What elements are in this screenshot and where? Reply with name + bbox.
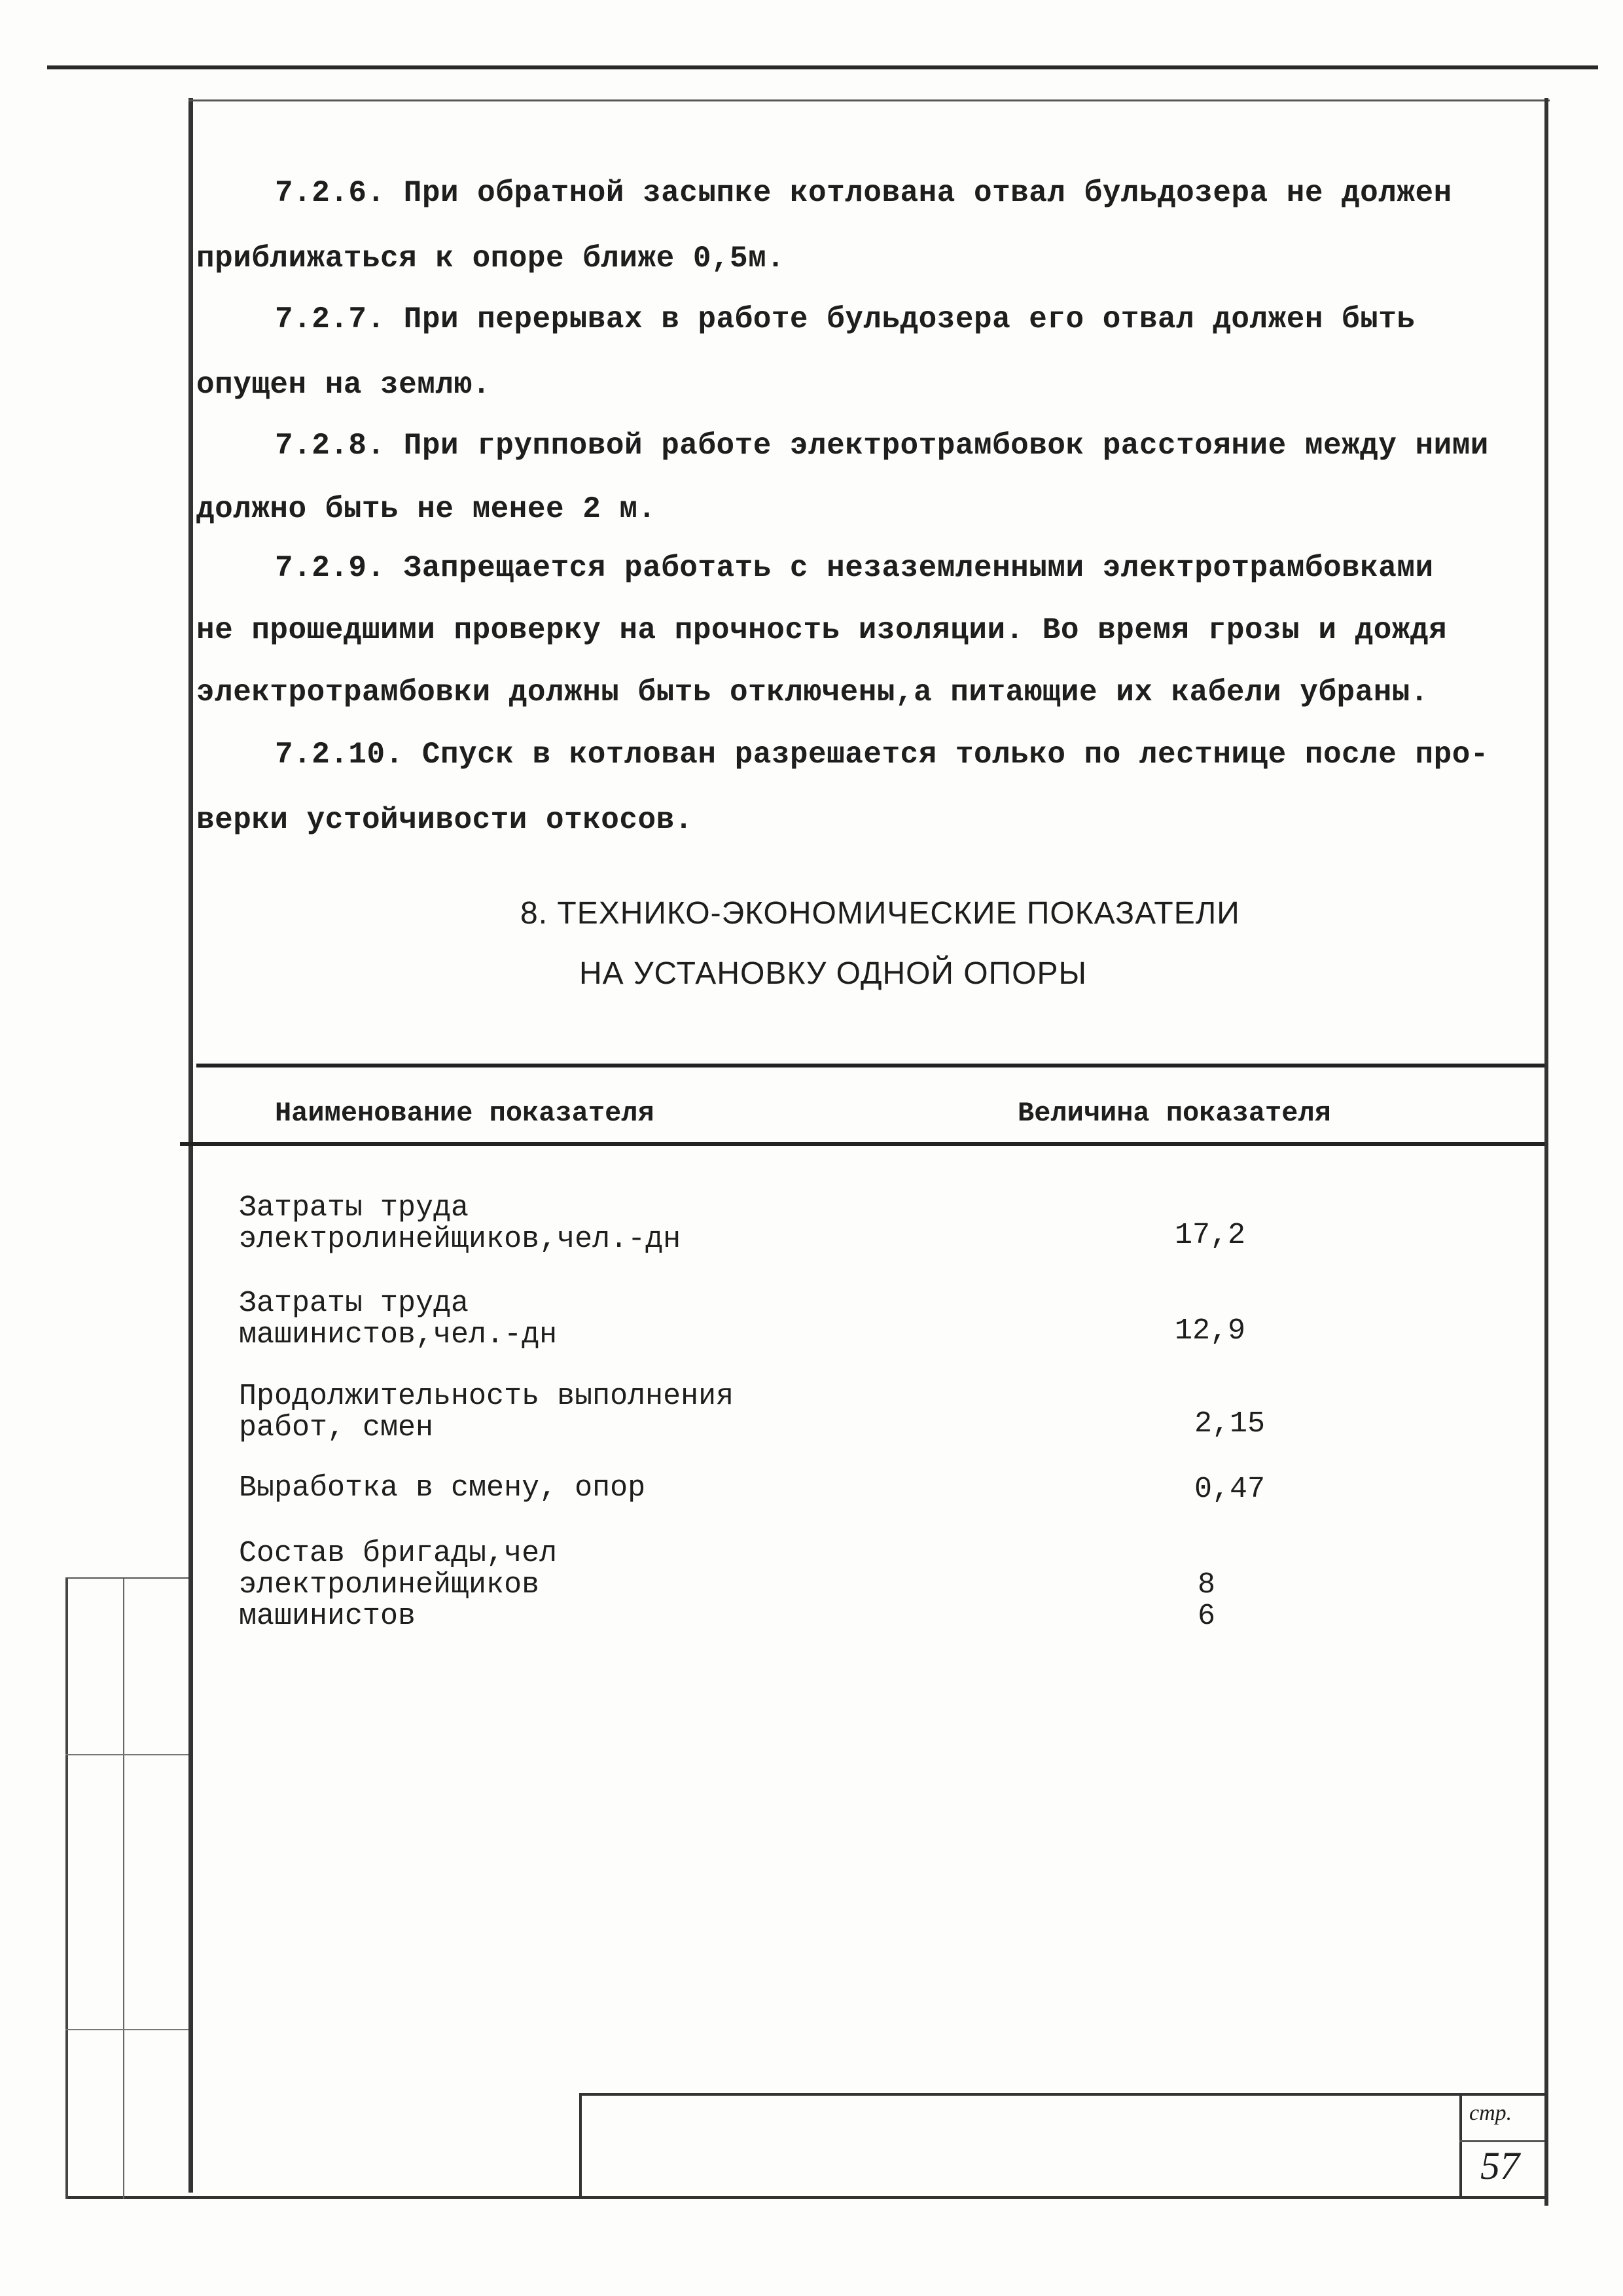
row-name-line: Затраты труда bbox=[239, 1287, 469, 1320]
paragraph-7-2-8-line-1: 7.2.8. При групповой работе электротрамбовок расстояние между ними bbox=[275, 429, 1489, 463]
row-name-line: Затраты труда bbox=[239, 1191, 469, 1225]
frame-bottom-border bbox=[65, 2196, 1544, 2199]
section-title-line-1: 8. ТЕХНИКО-ЭКОНОМИЧЕСКИЕ ПОКАЗАТЕЛИ bbox=[520, 896, 1240, 931]
row-name-line: машинистов,чел.-дн bbox=[239, 1318, 558, 1352]
stamp-block-divider bbox=[1459, 2093, 1462, 2198]
table-row-3-value: 2,15 bbox=[1194, 1407, 1266, 1441]
paragraph-7-2-10-line-2: верки устойчивости откосов. bbox=[196, 803, 693, 837]
table-row-2-name bbox=[239, 1288, 557, 1351]
paragraph-7-2-10-line-1: 7.2.10. Спуск в котлован разрешается только по лестнице после про- bbox=[275, 738, 1489, 772]
table-row-1-value: 17,2 bbox=[1175, 1219, 1246, 1252]
binding-margin-column bbox=[65, 1577, 124, 2199]
binding-margin-rule bbox=[65, 2029, 188, 2030]
row-name-line: электролинейщиков bbox=[239, 1568, 540, 1602]
row-name-line: Состав бригады,чел bbox=[239, 1537, 558, 1570]
row-value-line: 6 bbox=[1198, 1600, 1216, 1633]
stamp-block-mid-rule bbox=[1459, 2140, 1544, 2142]
frame-right-border bbox=[1544, 98, 1548, 2206]
row-name-line: работ, смен bbox=[239, 1411, 434, 1444]
table-row-4-name: Выработка в смену, опор bbox=[239, 1471, 646, 1505]
table-row-5-name bbox=[239, 1538, 557, 1632]
paragraph-7-2-9-line-3: электротрамбовки должны быть отключены,а питающие их кабели убраны. bbox=[196, 675, 1429, 709]
table-row-5-values bbox=[1198, 1570, 1215, 1632]
row-name-line: электролинейщиков,чел.-дн bbox=[239, 1223, 681, 1256]
row-name-line: Продолжительность выполнения bbox=[239, 1380, 734, 1413]
table-row-1-name bbox=[239, 1193, 681, 1255]
column-header-name: Наименование показателя bbox=[275, 1098, 654, 1129]
page-label: стр. bbox=[1469, 2101, 1512, 2125]
table-header-rule bbox=[180, 1142, 1544, 1146]
stamp-block-top-rule bbox=[579, 2093, 1544, 2096]
paragraph-7-2-9-line-1: 7.2.9. Запрещается работать с незаземленными электротрамбовками bbox=[275, 551, 1434, 585]
section-title-line-2: НА УСТАНОВКУ ОДНОЙ ОПОРЫ bbox=[579, 956, 1087, 991]
paragraph-7-2-8-line-2: должно быть не менее 2 м. bbox=[196, 492, 656, 526]
binding-margin-rule bbox=[65, 1577, 188, 1579]
row-value-line: 8 bbox=[1198, 1568, 1216, 1602]
paragraph-7-2-7-line-2: опущен на землю. bbox=[196, 368, 491, 402]
table-top-rule bbox=[196, 1064, 1544, 1067]
stamp-block-left-rule bbox=[579, 2093, 582, 2198]
column-header-value: Величина показателя bbox=[1018, 1098, 1331, 1129]
table-row-4-value: 0,47 bbox=[1194, 1473, 1266, 1506]
row-name-line: машинистов bbox=[239, 1600, 416, 1633]
frame-top-border bbox=[188, 99, 1550, 101]
page-top-rule bbox=[47, 65, 1598, 69]
paragraph-7-2-9-line-2: не прошедшими проверку на прочность изоляции. Во время грозы и дождя bbox=[196, 613, 1448, 647]
page-number: 57 bbox=[1480, 2144, 1520, 2187]
table-row-3-name bbox=[239, 1381, 734, 1444]
paragraph-7-2-7-line-1: 7.2.7. При перерывах в работе бульдозера его отвал должен быть bbox=[275, 302, 1416, 336]
paragraph-7-2-6-line-1: 7.2.6. При обратной засыпке котлована отвал бульдозера не должен bbox=[275, 176, 1452, 210]
binding-margin-rule bbox=[65, 1754, 188, 1755]
table-row-2-value: 12,9 bbox=[1175, 1314, 1246, 1348]
paragraph-7-2-6-line-2: приближаться к опоре ближе 0,5м. bbox=[196, 242, 785, 276]
